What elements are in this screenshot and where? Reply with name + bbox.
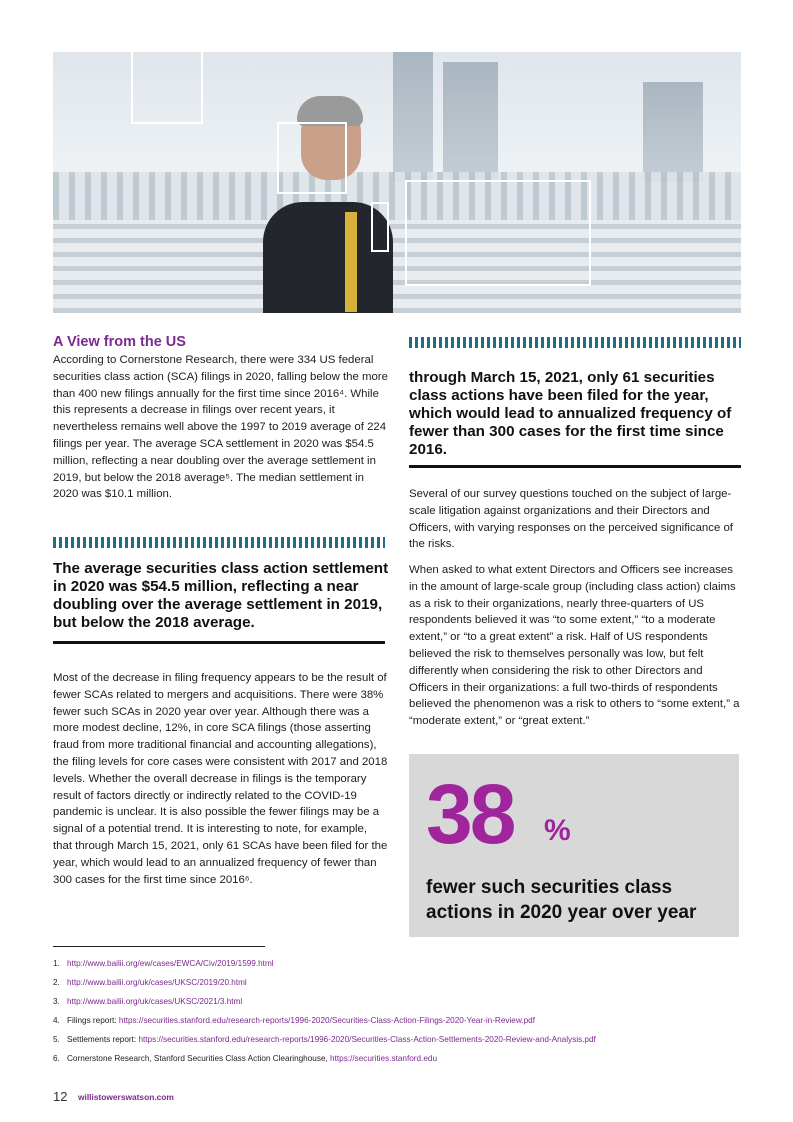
footnote-link[interactable]: http://www.bailii.org/uk/cases/UKSC/2019/20.html: [67, 978, 247, 987]
footnote-link[interactable]: http://www.bailii.org/uk/cases/UKSC/2021/3.html: [67, 997, 243, 1006]
right-paragraph-2: When asked to what extent Directors and Officers see increases in the amount of large-scale group (including class action) claims as a risk to their organizations, nearly three-quarters of US respondents believed it was “to some extent,” “to a moderate extent,” or “to a great extent” a risk. Half of US respondents believed the risk to themselves personally was low, but felt differently when considering the risk to other Directors and Officers in their organizations: a full two-thirds of respondents believed the phenomenon was a risk to others to “some extent,” a “moderate extent,” or “great extent.”: [409, 564, 740, 728]
hero-building: [643, 82, 703, 182]
footnote-item: [53, 978, 753, 997]
hero-building: [393, 52, 433, 182]
footnote-item: [53, 1035, 753, 1054]
section-heading: A View from the US: [53, 334, 186, 350]
footnote-link[interactable]: http://www.bailii.org/ew/cases/EWCA/Civ/2019/1599.html: [67, 959, 274, 968]
footnote-item: [53, 1016, 753, 1035]
left-paragraph-1: According to Cornerstone Research, there were 334 US federal securities class action (SCA) filings in 2020, falling below the more than 400 new filings annually for the first time since 2016⁴. While this represents a decrease in filings over recent years, it nevertheless remains well above the 1997 to 2019 average of 224 filings per year. The average SCA settlement in 2020 was $54.5 million, reflecting a near doubling over the average settlement in 2019, but below the 2018 average⁵. The median settlement in 2020 was $10.1 million.: [53, 354, 388, 501]
footnote-item: [53, 997, 753, 1016]
left-paragraph-2: Most of the decrease in filing frequency appears to be the result of fewer SCAs related to mergers and acquisitions. There were 38% fewer such SCAs in 2020 year over year. Although there was a more modest decline, 12%, in core SCA filings (those asserting fraud from more traditional financial and accounting allegations), the filing levels for core cases were consistent with 2017 and 2018 levels. Whether the overall decrease in filings is the temporary result of factors directly or indirectly related to the COVID-19 pandemic is unclear. It is also possible the fewer filings may be a signal of a potential trend. It is interesting to note, for example, that through March 15, 2021, only 61 SCAs have been filed for the year, which would lead to an annualized frequency of fewer than 300 cases for the first time since 2016⁶.: [53, 672, 388, 886]
hero-roof-band: [53, 220, 741, 313]
hero-frame: [405, 180, 591, 286]
pullquote-dash-bar: [409, 337, 741, 348]
footnote-label: Cornerstone Research, Stanford Securities Class Action Clearinghouse,: [67, 1054, 331, 1063]
stat-callout: [409, 754, 739, 937]
footnote-number: 2.: [53, 978, 60, 987]
footnote-label: Filings report:: [67, 1016, 119, 1025]
footnote-link[interactable]: https://securities.stanford.edu: [330, 1054, 437, 1063]
hero-frame: [131, 52, 203, 124]
footnote-number: 4.: [53, 1016, 60, 1025]
footnote-number: 5.: [53, 1035, 60, 1044]
stat-percent-sign: %: [544, 814, 571, 847]
hero-building: [443, 62, 498, 182]
footnote-link[interactable]: https://securities.stanford.edu/research-reports/1996-2020/Securities-Class-Action-Filings-2020-Year-in-Review.pdf: [118, 1016, 535, 1025]
footnote-list: [53, 959, 753, 1073]
page-number: 12: [53, 1089, 68, 1104]
footer-site-link[interactable]: willistowerswatson.com: [78, 1092, 174, 1102]
pullquote-dash-bar: [53, 537, 385, 548]
footnote-number: 3.: [53, 997, 60, 1006]
stat-number: 38: [426, 767, 514, 861]
footnote-number: 6.: [53, 1054, 60, 1063]
right-pullquote: through March 15, 2021, only 61 securities class actions have been filed for the year, which would lead to annualized frequency of fewer than 300 cases for the first time since 2016.: [409, 369, 732, 458]
footnote-number: 1.: [53, 959, 60, 968]
footnote-label: Settlements report:: [67, 1035, 139, 1044]
right-paragraph-1: Several of our survey questions touched on the subject of large-scale litigation against organizations and their Directors and Officers, with varying responses on the perceived significance of the risks.: [409, 488, 733, 551]
left-pullquote: The average securities class action settlement in 2020 was $54.5 million, reflecting a near doubling over the average settlement in 2019, but below the 2018 average.: [53, 560, 389, 631]
footnote-item: [53, 959, 753, 978]
hero-frame: [277, 122, 347, 194]
hero-person-tie: [345, 212, 357, 312]
footnote-item: [53, 1054, 753, 1073]
pullquote-rule: [409, 465, 741, 468]
stat-caption: fewer such securities class actions in 2020 year over year: [426, 877, 697, 923]
hero-frame: [371, 202, 389, 252]
footnote-link[interactable]: https://securities.stanford.edu/research-reports/1996-2020/Securities-Class-Action-Settlements-2020-Review-and-Analysis.pdf: [138, 1035, 596, 1044]
footnote-divider: [53, 946, 265, 947]
hero-photo: [53, 52, 741, 313]
pullquote-rule: [53, 641, 385, 644]
